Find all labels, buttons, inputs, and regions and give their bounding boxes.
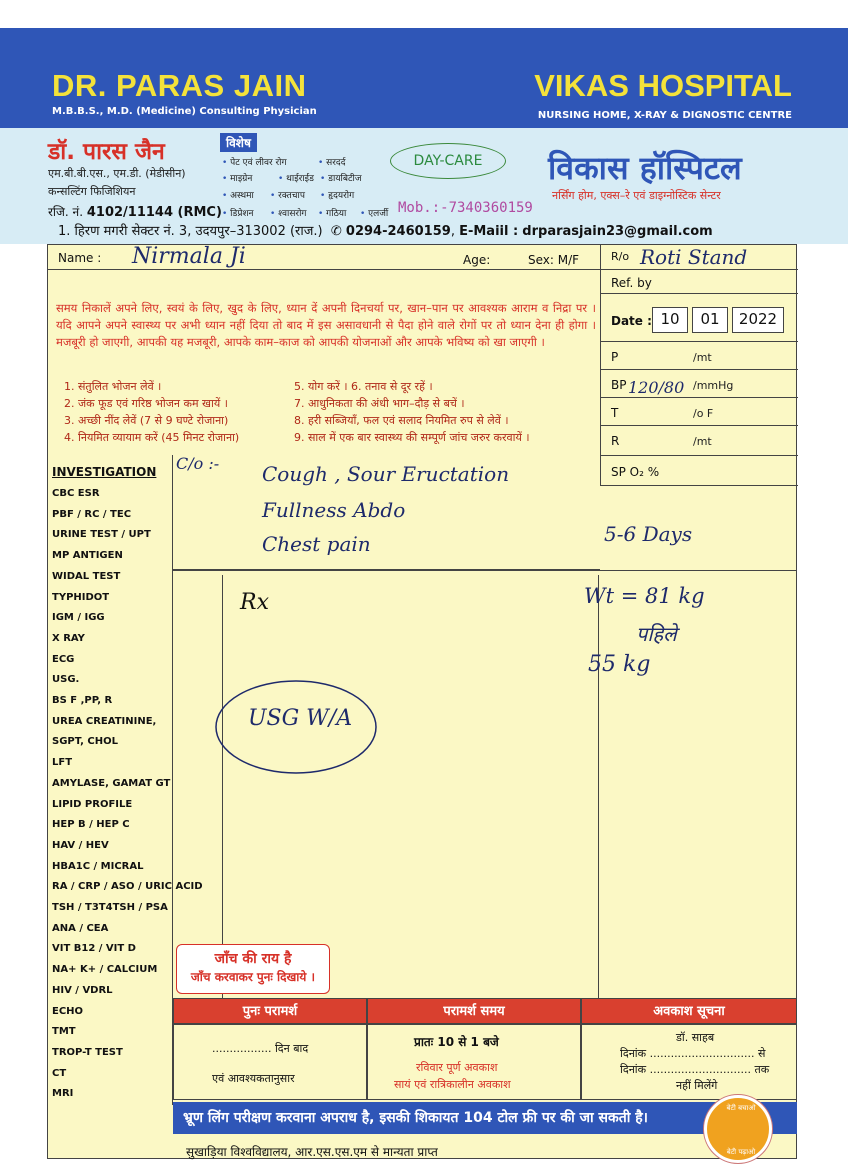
leave-title: अवकाश सूचना [581,998,797,1024]
investigation-item: UREA CREATININE, [52,715,157,727]
bp-value: 120/80 [628,378,685,397]
tip: 4. नियमित व्यायाम करें (45 मिनट रोजाना) [64,431,240,444]
investigation-item: TYPHIDOT [52,591,110,603]
investigation-item: TMT [52,1026,76,1038]
investigation-item: ECG [52,653,75,665]
investigation-title: INVESTIGATION [52,465,157,479]
reg-label: रजि. नं. [48,205,84,219]
bp-unit: /mmHg [693,379,734,392]
patient-row [47,244,600,270]
legal-notice: भ्रूण लिंग परीक्षण करवाना अपराध है, इसकी शिकायत 104 टोल फ्री पर की जा सकती है। [173,1102,797,1134]
followup-title: पुनः परामर्श [173,998,367,1024]
speciality-item: • डिप्रेशन [222,206,254,219]
investigation-item: TSH / T3T4TSH / PSA [52,902,168,913]
investigation-item: WIDAL TEST [52,570,121,582]
ref-label: Ref. by [611,276,652,290]
tip: 2. जंक फूड एवं गरिष्ठ भोजन कम खायें । [64,397,228,410]
doctor-name-hi: डॉ. पारस जैन [48,139,165,165]
investigation-item: URINE TEST / UPT [52,529,151,541]
registration [48,203,222,220]
reg-number: 4102/11144 (RMC) [86,205,222,220]
investigation-item: BS F ,PP, R [52,695,113,706]
email: drparasjain23@gmail.com [522,224,713,239]
hospital-name-en: VIKAS HOSPITAL [534,68,792,103]
investigation-item: ECHO [52,1005,84,1017]
investigation-item: MRI [52,1088,74,1100]
speciality-heading: विशेष [220,133,257,152]
speciality-item: • एलर्जी [360,206,388,219]
investigation-item: NA+ K+ / CALCIUM [52,964,158,976]
consult-time: प्रातः 10 से 1 बजे [414,1035,499,1049]
investigation-item: LIPID PROFILE [52,798,133,810]
complaints-label: C/o :- [176,454,220,473]
resp-unit: /mt [693,435,712,448]
investigation-item: CBC ESR [52,488,100,499]
investigation-item: VIT B12 / VIT D [52,943,136,955]
investigation-item: HIV / VDRL [52,984,113,996]
complaint-line: Chest pain [262,532,371,556]
mobile-stamp: Mob.:-7340360159 [398,200,533,216]
address: 1. हिरण मगरी सेक्टर नं. 3, उदयपुर–313002 (राज.) [58,224,323,239]
address-line: 1. हिरण मगरी सेक्टर नं. 3, उदयपुर–313002 (राज.) ✆ 0294-2460159, E-Maiil : drparasjain23@gmail.com [58,224,713,239]
hospital-sub-en: NURSING HOME, X-RAY & DIGNOSTIC CENTRE [537,110,792,121]
bp-label: BP [611,378,627,392]
pulse-label: P [611,350,619,364]
speciality-item: • हृदयरोग [320,188,354,201]
tip: 8. हरी सब्जियाँ, फल एवं सलाद नियमित रुप से लेवें । [294,414,509,427]
ref-row [601,270,798,294]
investigation-item: MP ANTIGEN [52,550,123,562]
age-label: Age: [463,253,491,267]
duration: 5-6 Days [604,522,693,546]
date-label: Date : [611,314,652,328]
tip: 1. संतुलित भोजन लेवें । [64,380,162,393]
tip: 9. साल में एक बार स्वास्थ्य की सम्पूर्ण जांच जरुर करवायें । [294,431,530,444]
temp-unit: /o F [693,407,714,420]
email-label: E-Maiil : [459,224,519,239]
investigation-item: TROP-T TEST [52,1046,123,1058]
investigation-item: PBF / RC / TEC [52,508,132,520]
tip: 5. योग करें । 6. तनाव से दूर रहें । [294,380,433,393]
leave-doctor: डॉ. साहब [676,1031,715,1044]
doctor-quals-en: M.B.B.S., M.D. (Medicine) Consulting Physician [52,106,317,117]
rx-divider [222,575,223,998]
previous-weight: 55 kg [588,652,651,677]
beti-bachao-logo [704,1095,772,1163]
doctor-name-en: DR. PARAS JAIN [52,68,307,103]
investigation-item: HEP B / HEP C [52,819,130,831]
test-advice-line: जाँच करवाकर पुनः दिखाये । [190,970,316,984]
leave-absent: नहीं मिलेंगे [676,1079,718,1092]
date-month: 01 [692,307,728,333]
speciality-item: • सरदर्द [318,155,346,168]
pulse-row [601,342,798,370]
tip: 7. आधुनिकता की अंधी भाग–दौड़ से बचें । [294,397,465,410]
consult-sunday: रविवार पूर्ण अवकाश [416,1061,498,1074]
doctor-quals-hi: एम.बी.बी.एस., एम.डी. (मेडीसीन) [48,167,186,180]
pulse-unit: /mt [693,351,712,364]
investigation-item: USG. [52,674,80,686]
temp-label: T [611,406,619,420]
rx-area [173,570,797,998]
hospital-name-hi: विकास हॉस्पिटल [548,149,742,187]
hospital-sub-hi: नर्सिंग होम, एक्स–रे एवं डाइग्नोस्टिक सेन्टर [552,189,721,202]
investigation-item: SGPT, CHOL [52,736,118,748]
tips-left [64,378,239,446]
investigation-item: IGM / IGG [52,612,105,624]
complaint-line: Cough , Sour Eructation [262,462,510,486]
consult-title: परामर्श समय [367,998,581,1024]
investigation-item: HBA1C / MICRAL [52,860,144,872]
logo-text: बेटी पढ़ाओ [726,1148,756,1156]
ro-label: R/o [611,250,630,263]
rx-symbol: Rx [240,590,269,615]
logo-text: बेटी बचाओ [726,1104,756,1112]
spo2-label: SP O₂ % [611,465,660,479]
affiliation: सुखाड़िया विश्वविद्यालय, आर.एस.एस.एम से मान्यता प्राप्त [186,1145,438,1159]
consult-evening: सायं एवं रात्रिकालीन अवकाश [394,1078,511,1091]
investigation-item: CT [52,1067,67,1079]
name-label: Name : [58,251,102,265]
speciality-item: • डायबिटीज [320,171,362,184]
health-advice: समय निकालें अपने लिए, स्वयं के लिए, खुद के लिए, ध्यान दें अपनी दिनचर्या पर, खान–पान पर आवश्यक आराम व निद्रा पर । यदि आपने अपने स्वास्थ्य पर अभी ध्यान नहीं दिया तो बाद में इस असावधानी से पैदा होने वाले रोगों पर तो ध्यान देना ही होगा । मजबूरी हो जाएगी, आपकी यह मजबूरी, आपके काम–काज को आपकी योजनाओं और आपके भविष्य को खा जाएगी । [56,301,596,349]
usg-note: USG W/A [248,706,353,731]
followup-box [173,1024,367,1100]
temp-row [601,398,798,426]
tips-right [294,378,530,446]
followup-need: एवं आवश्यकतानुसार [212,1072,295,1085]
complaint-line: Fullness Abdo [262,498,406,522]
investigation-item: RA / CRP / ASO / URIC ACID [52,881,203,893]
date-year: 2022 [732,307,784,333]
investigation-item: LFT [52,757,73,769]
daycare-badge: DAY-CARE [390,143,506,179]
test-advice-line: जाँच की राय है [214,951,292,967]
sex-label: Sex: M/F [528,253,580,267]
speciality-item: • रक्तचाप [270,188,305,201]
phone-icon: ✆ [326,224,346,239]
tip: 3. अच्छी नींद लेवें (7 से 9 घण्टे रोजाना) [64,414,229,427]
speciality-item: • पेट एवं लीवर रोग [222,155,287,168]
phone: 0294-2460159 [345,224,451,239]
leave-from: दिनांक .............................. से [620,1047,766,1060]
residence-value: Roti Stand [640,245,748,269]
investigation-item: HAV / HEV [52,839,109,851]
resp-label: R [611,434,620,448]
speciality-item: • श्वासरोग [270,206,307,219]
investigation-item: ANA / CEA [52,922,109,934]
investigation-item: AMYLASE, GAMAT GT [52,777,171,789]
weight-note: Wt = 81 kg [584,584,705,608]
followup-days: ................. दिन बाद [212,1042,309,1055]
investigation-item: X RAY [52,632,85,644]
doctor-role-hi: कन्सल्टिंग फिजिशियन [48,185,136,198]
usg-circle [208,672,388,782]
rx-divider [598,575,599,998]
resp-row [601,426,798,456]
previous-note: पहिले [636,622,677,646]
vitals-panel [600,244,797,486]
speciality-item: • अस्थमा [222,188,254,201]
speciality-item: • माइग्रेन [222,171,252,184]
spo2-row [601,456,798,486]
date-day: 10 [652,307,688,333]
patient-name: Nirmala Ji [132,244,246,269]
leave-to: दिनांक ............................. तक [620,1063,770,1076]
test-advice-box [176,944,330,994]
speciality-item: • गठिया [318,206,346,219]
speciality-item: • थाईराईड [278,171,314,184]
